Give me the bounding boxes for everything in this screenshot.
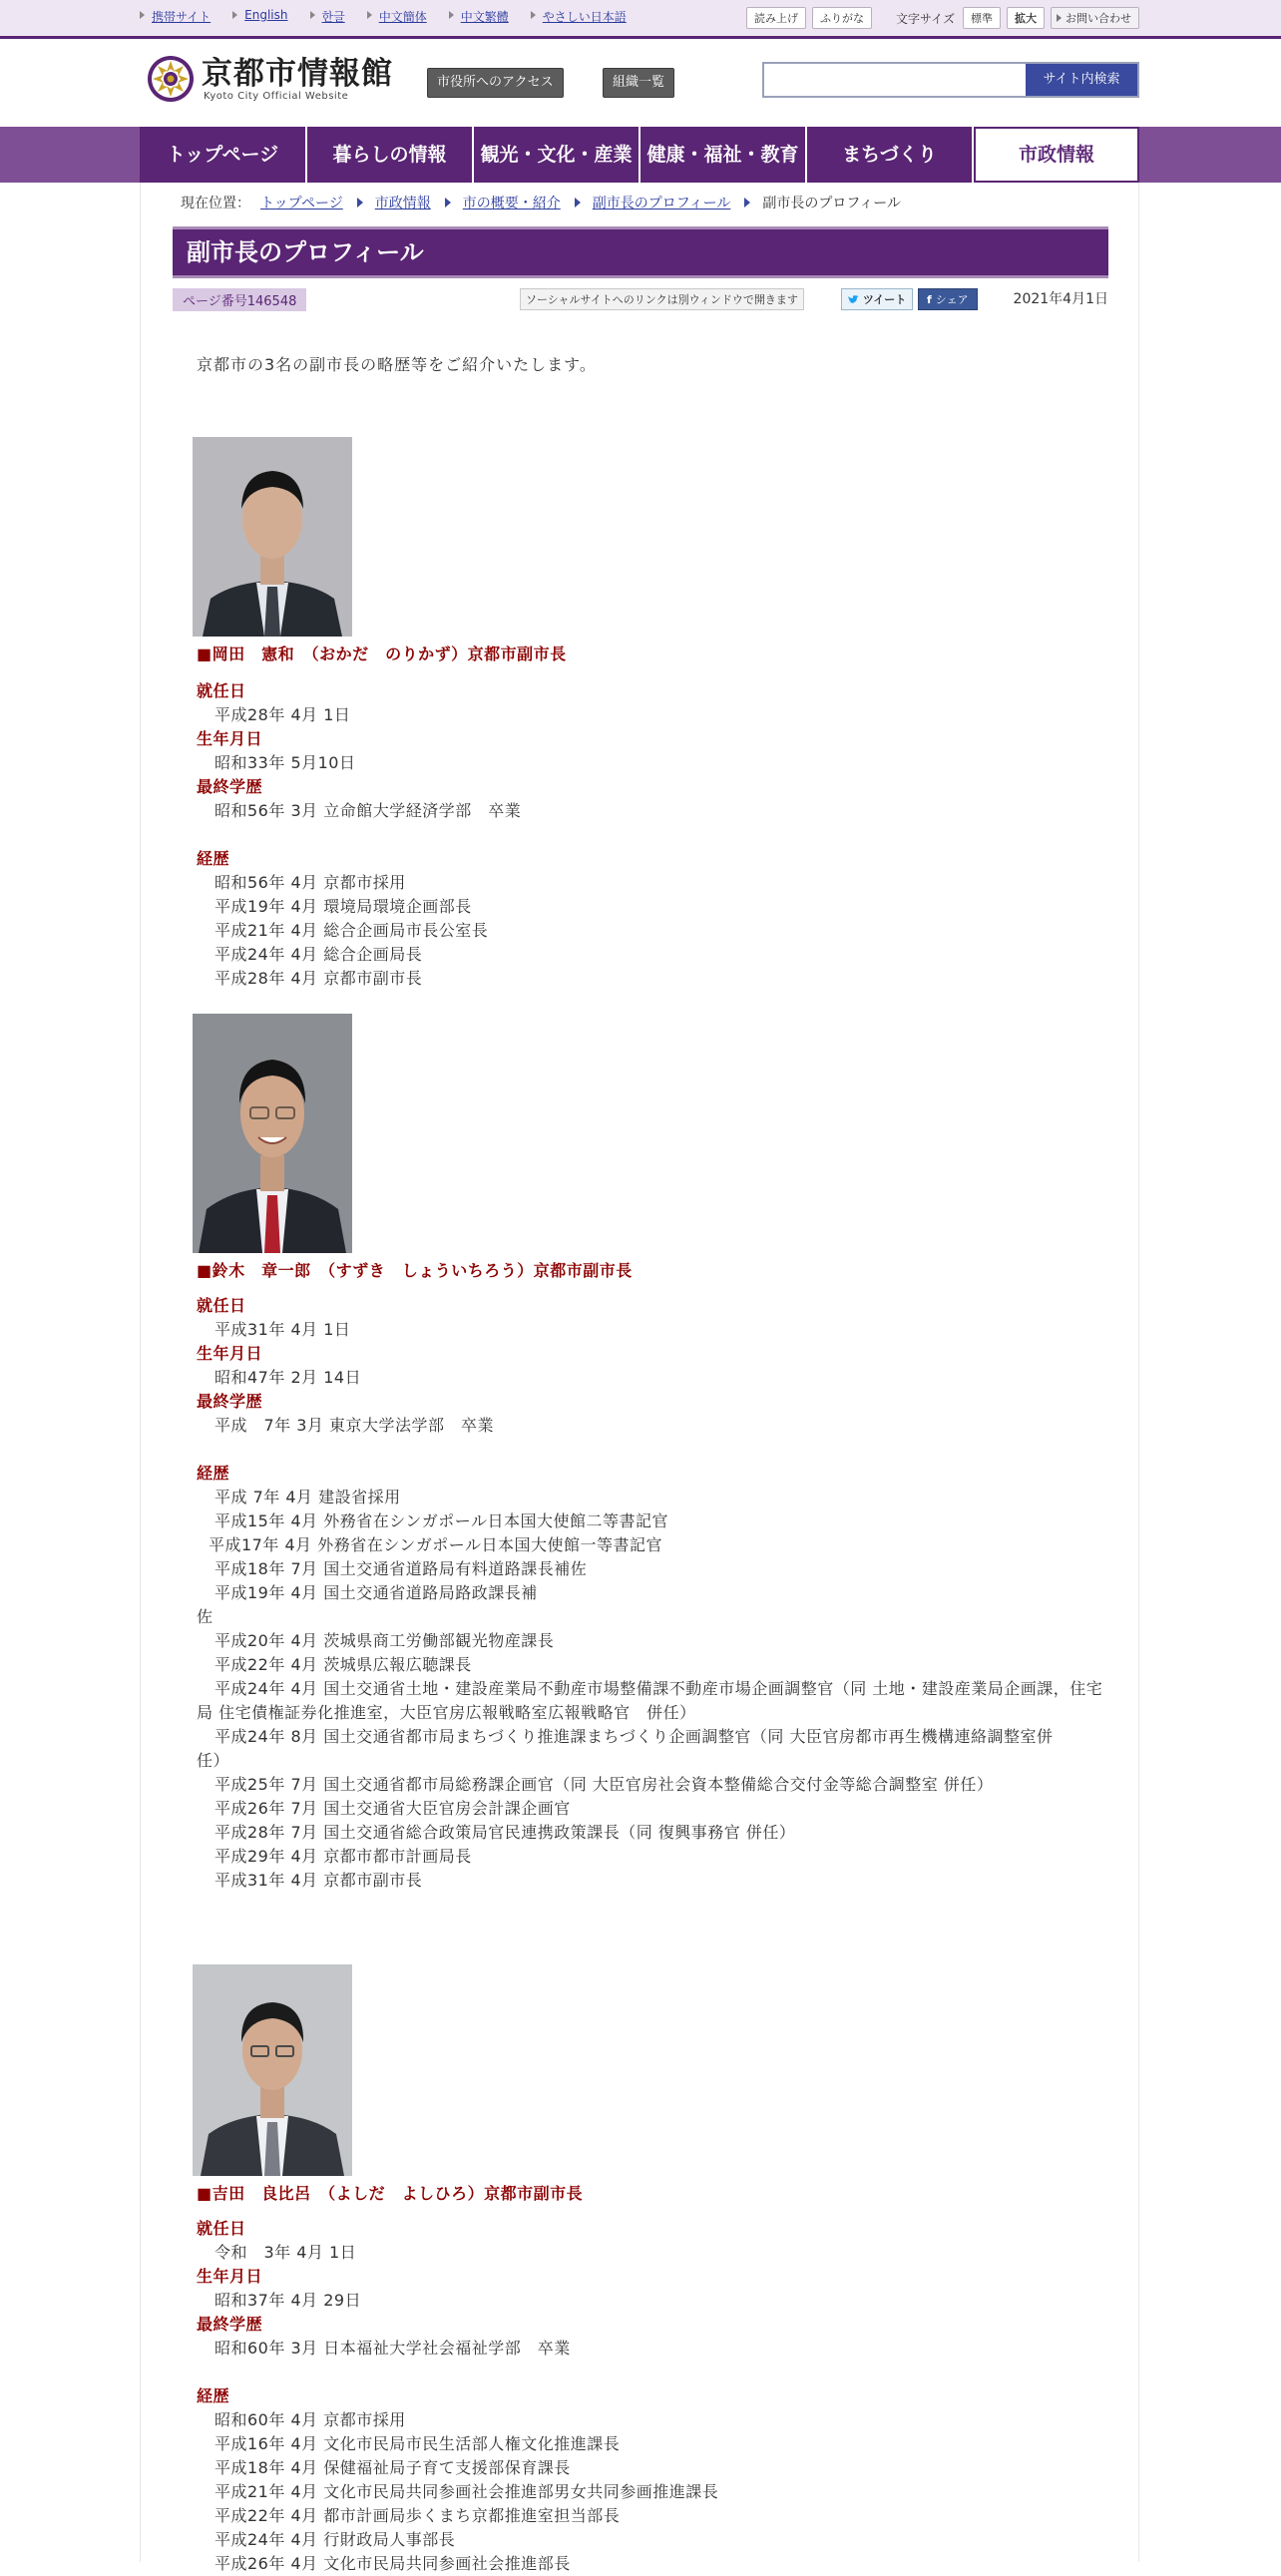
font-size-label: 文字サイズ bbox=[895, 11, 955, 26]
korean-link[interactable]: 한글 bbox=[310, 8, 345, 25]
career-item: 平成 7年 4月 建設省採用 bbox=[214, 1488, 401, 1506]
profile-name: ■岡田 憲和 （おかだ のりかず）京都市副市長 bbox=[197, 644, 567, 663]
page-meta bbox=[173, 286, 1108, 308]
profile-details bbox=[197, 2217, 1104, 2576]
site-search bbox=[762, 62, 1139, 98]
search-input[interactable] bbox=[766, 66, 1030, 96]
inauguration-date: 平成28年 4月 1日 bbox=[214, 705, 351, 724]
nav-tourism-culture-industry[interactable]: 観光・文化・産業 bbox=[474, 127, 640, 183]
breadcrumb-top-link[interactable]: トップページ bbox=[260, 196, 343, 212]
education-heading: 最終学歴 bbox=[197, 2315, 263, 2334]
intro-text: 京都市の3名の副市長の略歴等をご紹介いたします。 bbox=[197, 355, 597, 374]
read-aloud-button[interactable]: 読み上げ bbox=[746, 7, 806, 29]
career-item: 平成18年 7月 国土交通省道路局有料道路課長補佐 bbox=[214, 1559, 588, 1578]
city-hall-access-button[interactable]: 市役所へのアクセス bbox=[427, 68, 564, 98]
career-item: 平成24年 8月 国土交通省都市局まちづくり推進課まちづくり企画調整官（同 大臣官房都市再生機構連絡調整室併 bbox=[214, 1727, 1054, 1746]
global-nav bbox=[0, 127, 1281, 183]
education: 昭和60年 3月 日本福祉大学社会福祉学部 卒業 bbox=[214, 2339, 571, 2358]
kyoto-emblem-icon bbox=[146, 54, 196, 104]
career-item: 平成22年 4月 都市計画局歩くまち京都推進室担当部長 bbox=[214, 2506, 621, 2525]
career-heading: 経歴 bbox=[197, 2386, 230, 2405]
search-button[interactable]: サイト内検索 bbox=[1026, 64, 1137, 96]
career-item: 平成21年 4月 文化市民局共同参画社会推進部男女共同参画推進課長 bbox=[214, 2482, 719, 2501]
birth-date: 昭和47年 2月 14日 bbox=[214, 1368, 362, 1387]
twitter-bird-icon bbox=[848, 295, 859, 304]
breadcrumb-city-admin-link[interactable]: 市政情報 bbox=[374, 196, 431, 212]
education: 昭和56年 3月 立命館大学経済学部 卒業 bbox=[214, 801, 522, 820]
org-list-button[interactable]: 組織一覧 bbox=[603, 68, 674, 98]
easy-japanese-link[interactable]: やさしい日本語 bbox=[531, 8, 627, 25]
birth-heading: 生年月日 bbox=[197, 729, 263, 748]
career-item: 平成31年 4月 京都市副市長 bbox=[214, 1871, 423, 1890]
inauguration-date: 令和 3年 4月 1日 bbox=[214, 2243, 357, 2262]
update-date: 2021年4月1日 bbox=[1013, 291, 1108, 307]
page-number-badge: ページ番号146548 bbox=[173, 288, 306, 311]
profile-name: ■鈴木 章一郎 （すずき しょういちろう）京都市副市長 bbox=[197, 1261, 633, 1280]
profile-name: ■吉田 良比呂 （よしだ よしひろ）京都市副市長 bbox=[197, 2184, 584, 2203]
education: 平成 7年 3月 東京大学法学部 卒業 bbox=[214, 1416, 495, 1435]
career-item: 平成18年 4月 保健福祉局子育て支援部保育課長 bbox=[214, 2458, 571, 2477]
site-logo-subtitle: Kyoto City Official Website bbox=[204, 90, 349, 102]
career-item: 昭和56年 4月 京都市採用 bbox=[214, 873, 406, 892]
career-item: 平成16年 4月 文化市民局市民生活部人権文化推進課長 bbox=[214, 2434, 621, 2453]
social-window-note: ソーシャルサイトへのリンクは別ウィンドウで開きます bbox=[520, 288, 804, 310]
english-link[interactable]: English bbox=[232, 8, 287, 25]
career-item: 平成25年 7月 国土交通省都市局総務課企画官（同 大臣官房社会資本整備総合交付金等総合調整室 併任） bbox=[214, 1775, 994, 1794]
breadcrumb-arrow-icon bbox=[357, 198, 363, 208]
education-heading: 最終学歴 bbox=[197, 1392, 263, 1411]
contact-button[interactable]: お問い合わせ bbox=[1051, 7, 1139, 29]
birth-date: 昭和33年 5月10日 bbox=[214, 753, 356, 772]
breadcrumb-label: 現在位置： bbox=[181, 196, 250, 212]
simplified-chinese-link[interactable]: 中文簡体 bbox=[367, 8, 427, 25]
site-header bbox=[140, 40, 1139, 124]
profile-details bbox=[197, 679, 1104, 991]
career-item: 平成26年 7月 国土交通省大臣官房会計課企画官 bbox=[214, 1799, 571, 1818]
breadcrumb-current: 副市長のプロフィール bbox=[762, 196, 901, 212]
nav-living[interactable]: 暮らしの情報 bbox=[307, 127, 474, 183]
birth-heading: 生年月日 bbox=[197, 1344, 263, 1363]
mobile-site-link[interactable]: 携帯サイト bbox=[140, 8, 211, 25]
site-logo-title: 京都市情報館 bbox=[202, 55, 393, 92]
career-item: 平成28年 4月 京都市副市長 bbox=[214, 969, 423, 988]
career-item: 昭和60年 4月 京都市採用 bbox=[214, 2410, 406, 2429]
suzuki-portrait-photo bbox=[193, 1014, 352, 1253]
font-large-button[interactable]: 拡大 bbox=[1007, 7, 1045, 29]
nav-town-planning[interactable]: まちづくり bbox=[807, 127, 974, 183]
career-item: 平成15年 4月 外務省在シンガポール日本国大使館二等書記官 bbox=[214, 1511, 668, 1530]
birth-heading: 生年月日 bbox=[197, 2267, 263, 2286]
career-item: 佐 bbox=[197, 1607, 214, 1626]
tweet-label: ツイート bbox=[862, 293, 907, 306]
font-standard-button[interactable]: 標準 bbox=[963, 7, 1001, 29]
okada-portrait-photo bbox=[193, 437, 352, 637]
profile-details bbox=[197, 1294, 1104, 1893]
career-item: 平成19年 4月 環境局環境企画部長 bbox=[214, 897, 472, 916]
career-item: 平成21年 4月 総合企画局市長公室長 bbox=[214, 921, 489, 940]
breadcrumb bbox=[181, 193, 901, 213]
career-item: 平成26年 4月 文化市民局共同参画社会推進部長 bbox=[214, 2554, 571, 2573]
breadcrumb-arrow-icon bbox=[445, 198, 451, 208]
career-item: 平成19年 4月 国土交通省道路局路政課長補 bbox=[214, 1583, 538, 1602]
inauguration-heading: 就任日 bbox=[197, 1296, 246, 1315]
career-item: 平成28年 7月 国土交通省総合政策局官民連携政策課長（同 復興事務官 併任） bbox=[214, 1823, 796, 1842]
breadcrumb-arrow-icon bbox=[575, 198, 581, 208]
nav-top-page[interactable]: トップページ bbox=[140, 127, 307, 183]
yoshida-portrait-photo bbox=[193, 1964, 352, 2176]
facebook-share-button[interactable] bbox=[918, 288, 978, 310]
site-logo[interactable] bbox=[146, 54, 393, 104]
inauguration-heading: 就任日 bbox=[197, 681, 246, 700]
career-item: 平成22年 4月 茨城県広報広聴課長 bbox=[214, 1655, 472, 1674]
career-item: 平成29年 4月 京都市都市計画局長 bbox=[214, 1847, 472, 1866]
nav-city-administration[interactable]: 市政情報 bbox=[974, 127, 1139, 183]
furigana-button[interactable]: ふりがな bbox=[812, 7, 872, 29]
career-item: 任） bbox=[197, 1751, 230, 1770]
inauguration-date: 平成31年 4月 1日 bbox=[214, 1320, 351, 1339]
career-heading: 経歴 bbox=[197, 1464, 230, 1483]
page-title: 副市長のプロフィール bbox=[173, 226, 1108, 278]
birth-date: 昭和37年 4月 29日 bbox=[214, 2291, 362, 2310]
career-item: 平成20年 4月 茨城県商工労働部観光物産課長 bbox=[214, 1631, 555, 1650]
career-item: 平成17年 4月 外務省在シンガポール日本国大使館一等書記官 bbox=[209, 1535, 662, 1554]
breadcrumb-vice-mayor-link[interactable]: 副市長のプロフィール bbox=[592, 196, 731, 212]
traditional-chinese-link[interactable]: 中文繁體 bbox=[449, 8, 509, 25]
education-heading: 最終学歴 bbox=[197, 777, 263, 796]
language-links bbox=[140, 8, 648, 25]
inauguration-heading: 就任日 bbox=[197, 2219, 246, 2238]
tweet-button[interactable] bbox=[841, 288, 913, 310]
career-heading: 経歴 bbox=[197, 849, 230, 868]
utility-bar bbox=[0, 0, 1281, 39]
career-item: 平成24年 4月 総合企画局長 bbox=[214, 945, 423, 964]
career-item: 平成24年 4月 行財政局人事部長 bbox=[214, 2530, 456, 2549]
career-item: 平成24年 4月 国土交通省土地・建設産業局不動産市場整備課不動産市場企画調整官（同 土地・建設産業局企画課，住宅局 住宅債権証券化推進室，大臣官房広報戦略室広報戦略官 併任） bbox=[197, 1679, 1103, 1722]
nav-health-welfare-education[interactable]: 健康・福祉・教育 bbox=[640, 127, 807, 183]
share-label: シェア bbox=[935, 293, 969, 306]
breadcrumb-overview-link[interactable]: 市の概要・紹介 bbox=[462, 196, 561, 212]
main-content bbox=[140, 183, 1139, 2573]
facebook-icon: f bbox=[927, 293, 932, 306]
breadcrumb-arrow-icon bbox=[744, 198, 750, 208]
